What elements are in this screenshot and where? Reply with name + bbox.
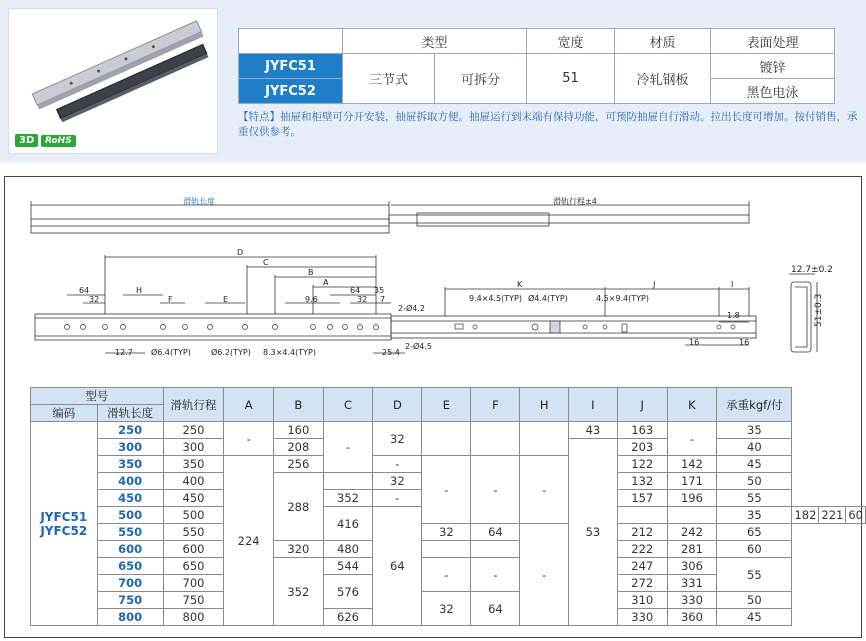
dims-e: - <box>422 558 471 592</box>
label-stroke: 滑轨行程±4 <box>553 197 597 206</box>
label-e: E <box>223 295 229 304</box>
product-image-card <box>8 8 218 154</box>
label-b: B <box>308 268 314 277</box>
dims-load: 50 <box>717 473 792 490</box>
spec-header-width: 宽度 <box>527 29 615 54</box>
label-slot-2: 4.5×9.4(TYP) <box>596 294 649 303</box>
dims-length: 750 <box>97 592 163 609</box>
dims-header-i: I <box>568 388 617 422</box>
label-hole-64: Ø6.4(TYP) <box>151 348 191 357</box>
label-2-45: 2-Ø4.5 <box>405 342 432 351</box>
dims-load: 45 <box>717 609 792 626</box>
dims-k: 221 <box>819 507 846 524</box>
drawer-slide-illustration <box>9 9 217 153</box>
dims-stroke: 750 <box>163 592 224 609</box>
label-32-b: 32 <box>357 295 368 304</box>
label-rail-length: 滑轨长度 <box>183 197 215 206</box>
dims-d: - <box>373 490 422 507</box>
dims-c: 480 <box>323 541 373 558</box>
dims-d: - <box>373 456 422 473</box>
label-a: A <box>323 278 329 287</box>
dims-stroke: 700 <box>163 575 224 592</box>
dims-header-k: K <box>667 388 717 422</box>
dims-j: 122 <box>617 456 667 473</box>
label-j: J <box>653 280 656 289</box>
dims-load: 60 <box>846 507 866 524</box>
dims-d: 64 <box>373 507 422 626</box>
dims-h: - <box>520 456 568 524</box>
dims-stroke: 600 <box>163 541 224 558</box>
dims-length: 650 <box>97 558 163 575</box>
dims-a: - <box>224 422 274 456</box>
dims-stroke: 250 <box>163 422 224 439</box>
dims-header-code: 编码 <box>31 405 98 422</box>
table-row <box>31 592 866 609</box>
dims-b: 208 <box>273 439 323 456</box>
dims-e: 32 <box>422 524 471 541</box>
dims-load: 55 <box>717 558 792 592</box>
dims-b: 288 <box>273 473 323 541</box>
dims-length: 500 <box>97 507 163 524</box>
dims-j: 247 <box>617 558 667 575</box>
label-1-8: 1.8 <box>727 311 740 320</box>
dims-header-h: H <box>520 388 568 422</box>
dims-c: - <box>323 422 373 473</box>
dims-k: 242 <box>667 524 717 541</box>
dims-j: 310 <box>617 592 667 609</box>
dims-load: 50 <box>717 592 792 609</box>
dims-b: 320 <box>273 541 323 558</box>
dims-stroke: 350 <box>163 456 224 473</box>
dims-length: 700 <box>97 575 163 592</box>
dims-length: 400 <box>97 473 163 490</box>
label-d: D <box>237 248 244 257</box>
dims-k: 196 <box>667 490 717 507</box>
spec-code[interactable]: JYFC52 <box>239 79 343 104</box>
dims-b: 256 <box>273 456 323 473</box>
dims-k: 142 <box>667 456 717 473</box>
dims-f: - <box>471 558 520 592</box>
label-slot-1: 9.4×4.5(TYP) <box>469 294 522 303</box>
dims-stroke: 550 <box>163 524 224 541</box>
dims-load: 35 <box>717 422 792 439</box>
label-7: 7 <box>380 295 386 304</box>
dims-f-blank <box>667 507 717 524</box>
dims-k: 331 <box>667 575 717 592</box>
dims-header-length: 滑轨长度 <box>97 405 163 422</box>
dims-f-blank <box>471 422 520 456</box>
label-64-a: 64 <box>79 286 90 295</box>
label-h: H <box>136 286 143 295</box>
dims-h-blank <box>520 422 568 456</box>
dims-code-1[interactable]: JYFC51 <box>40 509 88 524</box>
dims-a: 224 <box>224 456 274 626</box>
table-row <box>31 524 866 541</box>
dims-j: 132 <box>617 473 667 490</box>
table-row <box>31 558 866 575</box>
dims-d: 32 <box>373 422 422 456</box>
rohs-badge: RoHS <box>41 135 76 147</box>
table-row <box>31 456 866 473</box>
dims-stroke: 400 <box>163 473 224 490</box>
spec-header-finish: 表面处理 <box>711 29 835 54</box>
label-i: I <box>731 280 734 289</box>
dims-header-load: 承重kgf/付 <box>717 388 792 422</box>
dims-header-stroke: 滑轨行程 <box>163 388 224 422</box>
spec-header-row <box>239 29 835 54</box>
dims-stroke: 450 <box>163 490 224 507</box>
dims-f-blank <box>471 541 520 558</box>
label-32-a: 32 <box>89 295 100 304</box>
dims-code-cell <box>31 422 98 626</box>
dims-header-row <box>31 388 866 405</box>
label-hole-44: Ø4.4(TYP) <box>528 294 568 303</box>
dims-j: 203 <box>617 439 667 456</box>
dims-length: 250 <box>97 422 163 439</box>
dims-header-j: J <box>617 388 667 422</box>
label-9-6: 9.6 <box>305 295 318 304</box>
dims-k: - <box>667 422 717 456</box>
dims-stroke: 800 <box>163 609 224 626</box>
spec-header-material: 材质 <box>615 29 711 54</box>
spec-material: 冷轧钢板 <box>615 54 711 104</box>
dims-length: 450 <box>97 490 163 507</box>
label-35: 35 <box>374 286 385 295</box>
dims-header-a: A <box>224 388 274 422</box>
dims-header-b: B <box>273 388 323 422</box>
dims-header-d: D <box>373 388 422 422</box>
dims-j: 330 <box>617 609 667 626</box>
label-64-b: 64 <box>350 286 361 295</box>
dims-c: 626 <box>323 609 373 626</box>
feature-text: 【特点】抽屉和柜壁可分开安装，抽屉拆取方便。抽屉运行到末端有保持功能，可预防抽屉自行滑动。拉出长度可增加。按付销售，承重仅供参考。 <box>238 111 858 138</box>
dims-i: 43 <box>568 422 617 439</box>
spec-code[interactable]: JYFC51 <box>239 54 343 79</box>
dims-stroke: 650 <box>163 558 224 575</box>
dims-load: 45 <box>717 456 792 473</box>
dims-f: - <box>471 456 520 524</box>
spec-type-2: 可拆分 <box>435 54 527 104</box>
dims-k: 171 <box>667 473 717 490</box>
dims-b: 160 <box>273 422 323 439</box>
dims-header-f: F <box>471 388 520 422</box>
label-hole-62: Ø6.2(TYP) <box>211 348 251 357</box>
dims-code-2[interactable]: JYFC52 <box>40 523 88 538</box>
dims-j: 222 <box>617 541 667 558</box>
dims-h: 35 <box>717 507 792 524</box>
3d-badge[interactable]: 3D <box>15 134 38 147</box>
dims-c-blank <box>323 473 373 490</box>
dims-f: 64 <box>471 592 520 626</box>
label-side-height: 51±0.3 <box>814 293 824 327</box>
dimension-table <box>30 387 866 626</box>
label-slot-3: 8.3×4.4(TYP) <box>263 348 316 357</box>
label-c: C <box>263 258 269 267</box>
table-row <box>31 422 866 439</box>
dims-e-blank <box>617 507 667 524</box>
dims-c: 352 <box>323 490 373 507</box>
dims-length: 600 <box>97 541 163 558</box>
dims-j: 157 <box>617 490 667 507</box>
dims-e: 32 <box>422 592 471 626</box>
dims-stroke: 500 <box>163 507 224 524</box>
dims-length: 350 <box>97 456 163 473</box>
label-2-42: 2-Ø4.2 <box>398 304 425 313</box>
dims-load: 65 <box>717 524 792 541</box>
dims-k: 360 <box>667 609 717 626</box>
dims-k: 281 <box>667 541 717 558</box>
spec-header-type: 类型 <box>343 29 527 54</box>
dims-k: 330 <box>667 592 717 609</box>
dims-h: - <box>520 524 568 626</box>
dims-length: 550 <box>97 524 163 541</box>
dims-c: 416 <box>323 507 373 541</box>
label-side-width: 12.7±0.2 <box>791 265 833 275</box>
dims-c: 544 <box>323 558 373 575</box>
dims-e-blank <box>422 541 471 558</box>
dims-stroke: 300 <box>163 439 224 456</box>
dims-k: 306 <box>667 558 717 575</box>
dims-j: 212 <box>617 524 667 541</box>
dims-header-e: E <box>422 388 471 422</box>
dims-e: - <box>422 456 471 524</box>
label-k: K <box>517 280 523 289</box>
dims-header-c: C <box>323 388 373 422</box>
dims-j: 182 <box>792 507 819 524</box>
label-f: F <box>168 295 173 304</box>
spec-width: 51 <box>527 54 615 104</box>
label-12-7: 12.7 <box>115 348 133 357</box>
dims-f: 64 <box>471 524 520 541</box>
header-band <box>0 0 866 162</box>
dims-b: 352 <box>273 558 323 626</box>
dims-length: 300 <box>97 439 163 456</box>
spec-finish: 黑色电泳 <box>711 79 835 104</box>
label-16-b: 16 <box>739 338 750 347</box>
dims-load: 60 <box>717 541 792 558</box>
label-16-a: 16 <box>689 338 700 347</box>
dims-load: 55 <box>717 490 792 507</box>
dims-length: 800 <box>97 609 163 626</box>
dims-i: 53 <box>568 439 617 626</box>
dims-header-model: 型号 <box>31 388 164 405</box>
dims-j: 163 <box>617 422 667 439</box>
dims-j: 272 <box>617 575 667 592</box>
spec-table <box>238 28 835 104</box>
spec-type-1: 三节式 <box>343 54 435 104</box>
spec-row <box>239 54 835 79</box>
label-25-4: 25.4 <box>382 348 400 357</box>
table-row <box>31 541 866 558</box>
dims-e-blank <box>422 422 471 456</box>
dims-d: 32 <box>373 473 422 490</box>
dims-c: 576 <box>323 575 373 609</box>
dims-load: 40 <box>717 439 792 456</box>
spec-finish: 镀锌 <box>711 54 835 79</box>
spec-header-code: 编码 <box>239 29 343 54</box>
